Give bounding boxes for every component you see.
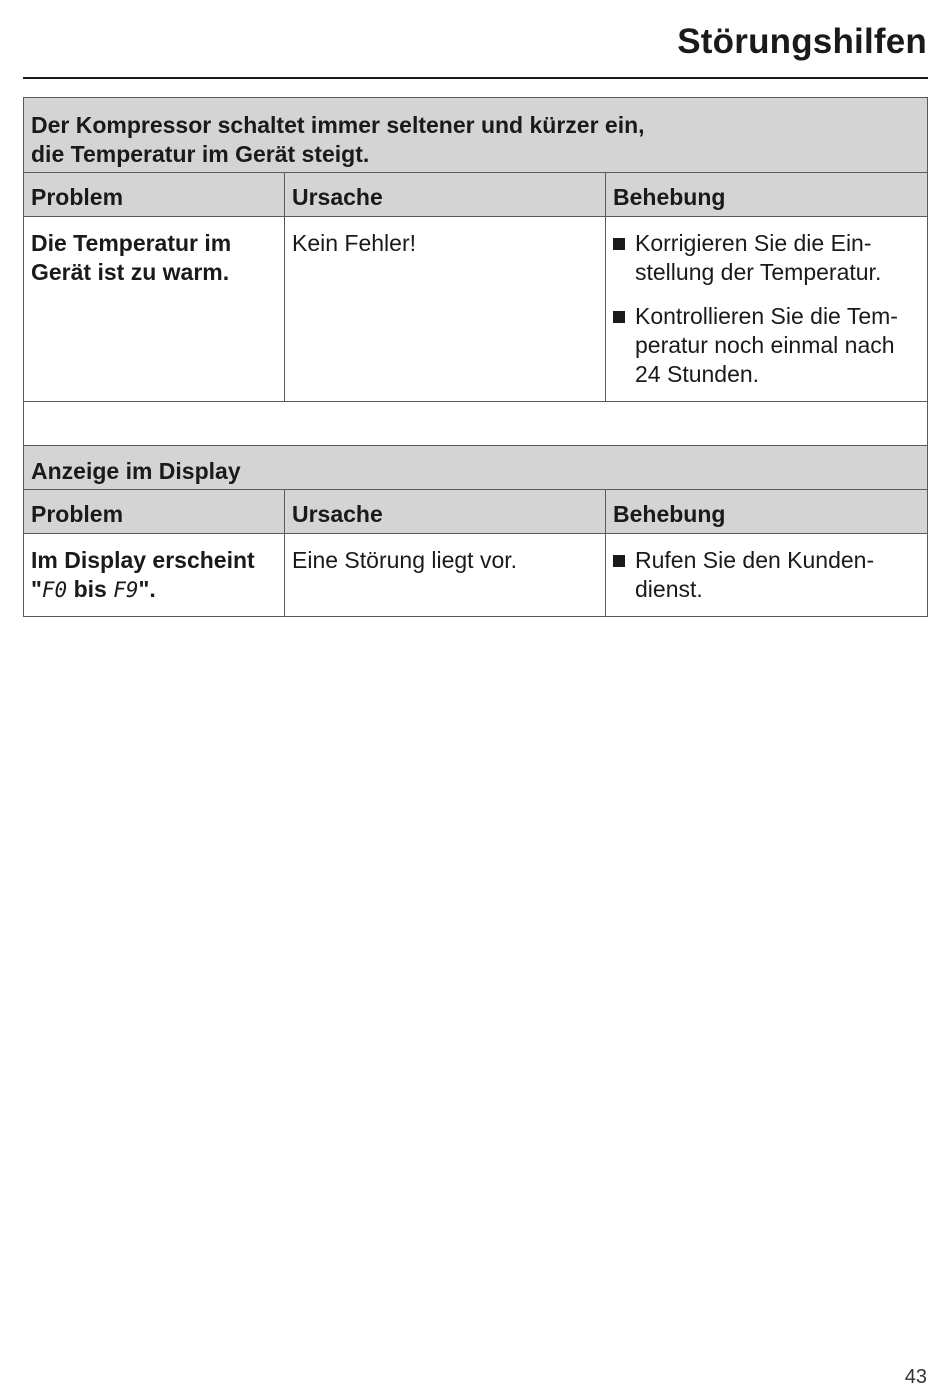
page-number: 43: [904, 1366, 927, 1388]
problem-text: Gerät ist zu warm.: [31, 259, 230, 285]
problem-text: Die Temperatur im: [31, 230, 232, 256]
section-heading-line: die Temperatur im Gerät steigt.: [31, 141, 370, 167]
cause-cell: [285, 534, 606, 617]
remedy-text: peratur noch einmal nach: [635, 332, 895, 358]
remedy-item: [613, 302, 920, 389]
column-header-cause: Ursache: [285, 173, 606, 217]
cause-text: Kein Fehler!: [292, 230, 417, 256]
column-header-remedy: Behebung: [606, 173, 928, 217]
square-bullet-icon: [613, 238, 625, 250]
column-header-problem: Problem: [24, 490, 285, 534]
problem-text-mid: bis: [67, 576, 114, 602]
remedy-text: Kontrollieren Sie die Tem-: [635, 303, 898, 329]
problem-text: Im Display erscheint: [31, 547, 255, 573]
section-heading-line: Der Kompressor schaltet immer seltener und kürzer ein,: [31, 112, 645, 138]
remedy-text: dienst.: [635, 576, 703, 602]
remedy-item: [613, 229, 920, 287]
problem-text: [31, 575, 277, 605]
cause-text: Eine Störung liegt vor.: [292, 547, 518, 573]
troubleshooting-table-display: [23, 445, 928, 617]
remedy-text: Rufen Sie den Kunden-: [635, 547, 875, 573]
square-bullet-icon: [613, 311, 625, 323]
section-heading: Anzeige im Display: [24, 446, 928, 490]
remedy-cell: [606, 217, 928, 402]
problem-cell: [24, 217, 285, 402]
title-divider: [23, 77, 928, 79]
remedy-text: Korrigieren Sie die Ein-: [635, 230, 872, 256]
quote-mark: ".: [138, 576, 156, 602]
problem-cell: [24, 534, 285, 617]
remedy-text: stellung der Temperatur.: [635, 259, 882, 285]
column-header-cause: Ursache: [285, 490, 606, 534]
column-header-remedy: Behebung: [606, 490, 928, 534]
square-bullet-icon: [613, 555, 625, 567]
display-code-from: F0: [41, 578, 68, 602]
cause-cell: [285, 217, 606, 402]
remedy-item: [613, 546, 920, 604]
quote-mark: ": [31, 576, 42, 602]
remedy-cell: [606, 534, 928, 617]
troubleshooting-table-temperature: [23, 97, 928, 446]
remedy-text: 24 Stunden.: [635, 361, 760, 387]
column-header-problem: Problem: [24, 173, 285, 217]
section-heading: [24, 98, 928, 173]
display-code-to: F9: [113, 578, 139, 602]
page-title: Störungshilfen: [677, 22, 927, 61]
spacer-row: [24, 402, 928, 446]
